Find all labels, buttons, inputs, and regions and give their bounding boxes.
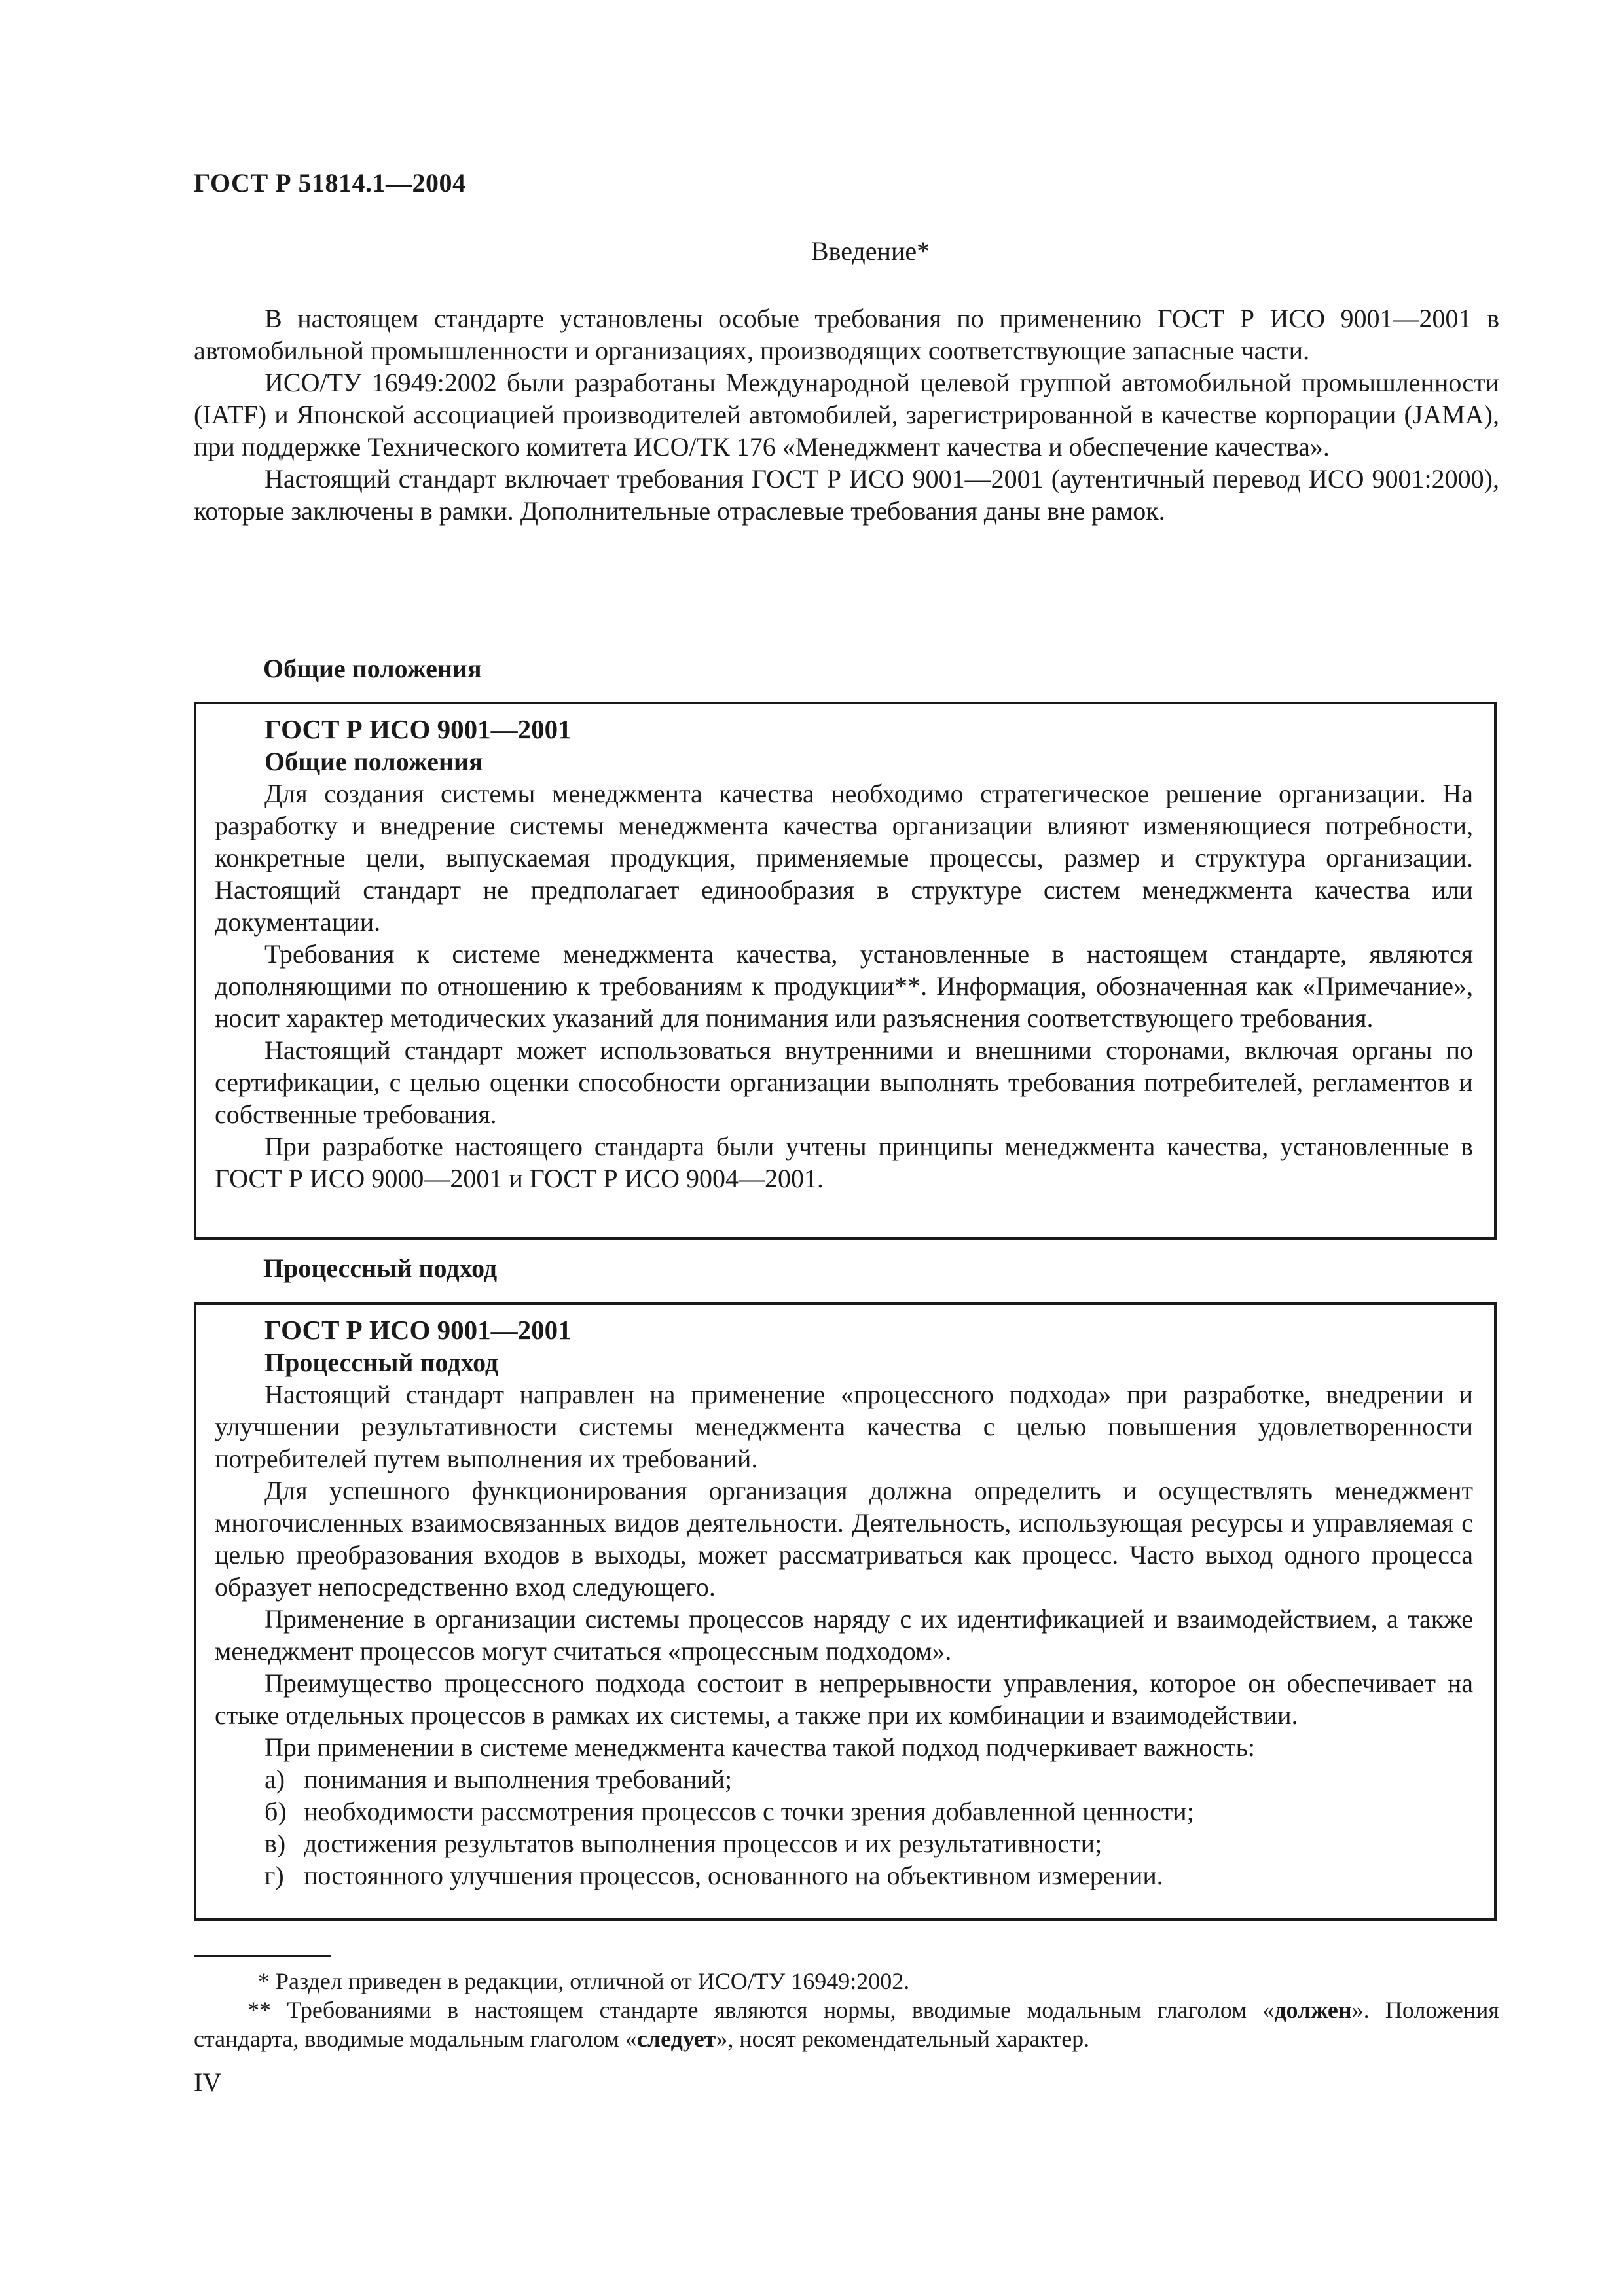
footnote-2 bbox=[194, 1996, 1499, 2053]
list-item-text: понимания и выполнения требований; bbox=[304, 1765, 733, 1794]
frame-paragraph: Применение в организации системы процессов наряду с их идентификацией и взаимодействием, а также менеджмент процессов могут считаться «процессным подходом». bbox=[215, 1604, 1473, 1666]
frame-standard-title: ГОСТ Р ИСО 9001—2001 bbox=[264, 714, 572, 744]
frame-paragraph: Настоящий стандарт может использоваться внутренними и внешними сторонами, включая органы по сертификации, с целью оценки способности организации выполнять требования потребителей, регламентов и собственные требования. bbox=[215, 1035, 1473, 1129]
frame-subtitle: Процессный подход bbox=[264, 1348, 499, 1377]
intro-paragraph: В настоящем стандарте установлены особые требования по применению ГОСТ Р ИСО 9001—2001 в автомобильной промышленности и организациях, производящих соответствующие запасные части. bbox=[194, 304, 1499, 365]
importance-list bbox=[215, 1763, 1473, 1892]
frame-subtitle: Общие положения bbox=[264, 747, 483, 776]
list-item-text: необходимости рассмотрения процессов с точки зрения добавленной ценности; bbox=[304, 1797, 1194, 1826]
footnote-2-text: », носят рекомендательный характер. bbox=[716, 2026, 1090, 2052]
frame-paragraph: Для создания системы менеджмента качества необходимо стратегическое решение организации. На разработку и внедрение системы менеджмента качества организации влияют изменяющиеся потребности, конкретные цели, выпускаемая продукция, применяемые процессы, размер и структура организации. Настоящий стандарт не предполагает единообразия в структуре систем менеджмента качества или документации. bbox=[215, 779, 1473, 937]
list-item-text: постоянного улучшения процессов, основанного на объективном измерении. bbox=[304, 1861, 1163, 1890]
introduction-title: Введение* bbox=[811, 236, 930, 266]
section-heading-general: Общие положения bbox=[263, 654, 482, 683]
framed-block-process bbox=[194, 1302, 1497, 1921]
list-item bbox=[264, 1859, 1473, 1892]
list-item-marker: б) bbox=[264, 1797, 287, 1826]
list-item bbox=[264, 1763, 1473, 1795]
frame-paragraph: Преимущество процессного подхода состоит в непрерывности управления, которое он обеспечивает на стыке отдельных процессов в рамках их системы, а также при их комбинации и взаимодействии. bbox=[215, 1668, 1473, 1730]
document-code-header: ГОСТ Р 51814.1—2004 bbox=[194, 168, 466, 198]
framed-block-general bbox=[194, 702, 1497, 1240]
footnote-2-text: ». Положения стандарта, вводимые модальным глаголом « bbox=[194, 1997, 1499, 2052]
list-item-marker: в) bbox=[264, 1829, 286, 1858]
footnote-2-keyword: должен bbox=[1274, 1997, 1352, 2023]
intro-paragraph: Настоящий стандарт включает требования ГОСТ Р ИСО 9001—2001 (аутентичный перевод ИСО 9001:2000), которые заключены в рамки. Дополнительные отраслевые требования даны вне рамок. bbox=[194, 464, 1499, 526]
frame-paragraph: Для успешного функционирования организация должна определить и осуществлять менеджмент многочисленных взаимосвязанных видов деятельности. Деятельность, использующая ресурсы и управляемая с целью преобразования входов в выходы, может рассматриваться как процесс. Часто выход одного процесса образует непосредственно вход следующего. bbox=[215, 1476, 1473, 1602]
intro-paragraph: ИСО/ТУ 16949:2002 были разработаны Международной целевой группой автомобильной промышленности (IATF) и Японской ассоциацией производителей автомобилей, зарегистрированной в качестве корпорации (JAMA), при поддержке Технического комитета ИСО/ТК 176 «Менеджмент качества и обеспечение качества». bbox=[194, 368, 1499, 461]
list-item bbox=[264, 1795, 1473, 1827]
introduction-body bbox=[194, 302, 1499, 527]
frame-paragraph: При разработке настоящего стандарта были учтены принципы менеджмента качества, установленные в ГОСТ Р ИСО 9000—2001 и ГОСТ Р ИСО 9004—2001. bbox=[215, 1132, 1473, 1193]
footnote-1: * Раздел приведен в редакции, отличной от ИСО/ТУ 16949:2002. bbox=[258, 1968, 910, 1994]
list-item-marker: а) bbox=[264, 1765, 285, 1794]
frame-standard-title: ГОСТ Р ИСО 9001—2001 bbox=[264, 1315, 572, 1345]
frame-paragraph: Настоящий стандарт направлен на применение «процессного подхода» при разработке, внедрении и улучшении результативности системы менеджмента качества с целью повышения удовлетворенности потребителей путем выполнения их требований. bbox=[215, 1380, 1473, 1473]
list-item bbox=[264, 1827, 1473, 1859]
frame-paragraph: Требования к системе менеджмента качества, установленные в настоящем стандарте, являются дополняющими по отношению к требованиям к продукции**. Информация, обозначенная как «Примечание», носит характер методических указаний для понимания или разъяснения соответствующего требования. bbox=[215, 939, 1473, 1033]
section-heading-process: Процессный подход bbox=[263, 1253, 498, 1283]
frame-paragraph: При применении в системе менеджмента качества такой подход подчеркивает важность: bbox=[264, 1732, 1255, 1762]
footnotes bbox=[194, 1967, 1499, 2053]
footnote-2-text: ** Требованиями в настоящем стандарте являются нормы, вводимые модальным глаголом « bbox=[247, 1997, 1275, 2023]
list-item-text: достижения результатов выполнения процессов и их результативности; bbox=[304, 1829, 1103, 1858]
list-item-marker: г) bbox=[264, 1861, 284, 1890]
footnote-2-keyword: следует bbox=[636, 2026, 716, 2052]
page-number: IV bbox=[194, 2068, 222, 2097]
footnote-divider bbox=[194, 1955, 331, 1957]
